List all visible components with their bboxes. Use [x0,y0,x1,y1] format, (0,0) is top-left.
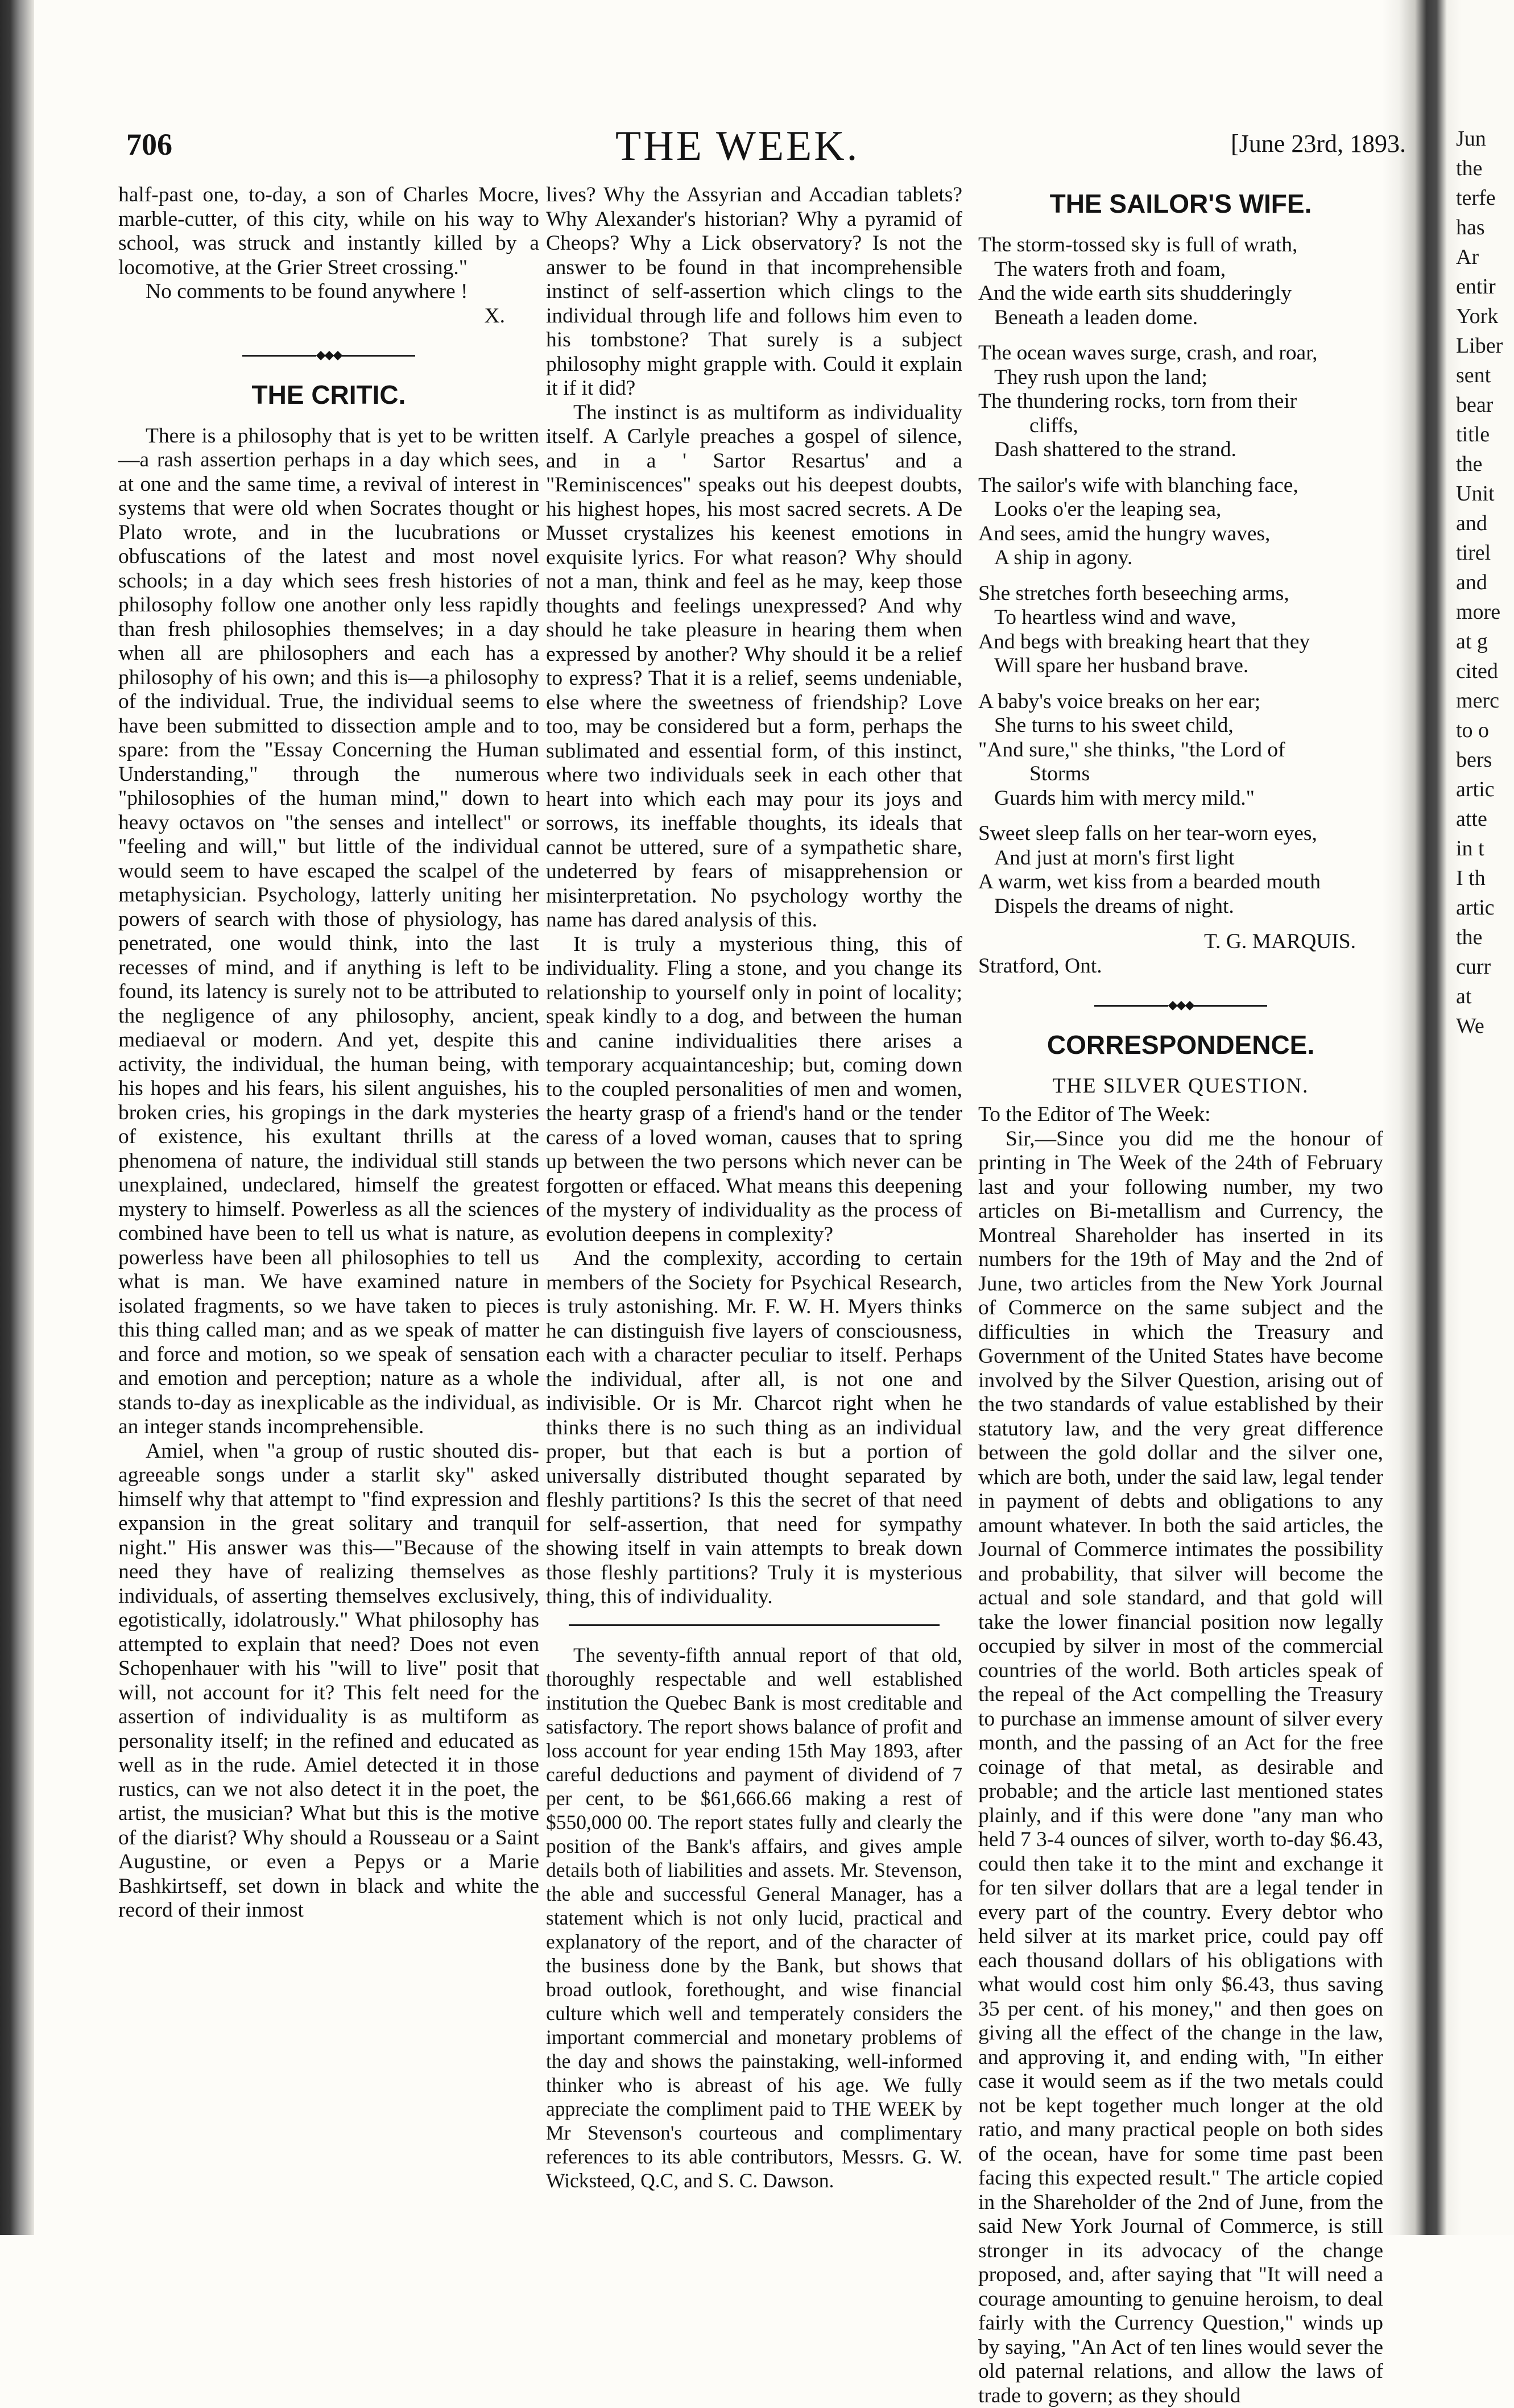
edge-fragment: terfe [1456,183,1513,213]
poem-stanza [978,582,1383,678]
signature: X. [118,304,539,329]
poem-line: The storm-tossed sky is full of wrath, [978,233,1383,258]
poem-line: Looks o'er the leaping sea, [978,498,1383,522]
edge-fragment: tirel [1456,538,1513,568]
critic-paragraph: And the complexity, according to certain members of the Society for Psychical Research, is truly astonishing. Mr. F. W. H. Myers thinks he can distinguish five layers of consciousness, each with a character peculiar to itself. Perhaps the individual, after all, is not one and indivisible. Or is Mr. Charcot right when he thinks there is no such thing as an individual proper, but that each is but a portion of universally distributed thought separated by fleshly partitions? Is this the secret of that need for self-assertion, that need for sympathy showing itself in vain attempts to break down those fleshly partitions? Truly it is mysterious thing, this of individuality. [546,1247,962,1610]
edge-fragment: the [1456,154,1513,183]
section-divider: ◆◆◆ [978,993,1383,1017]
poem-line: And sees, amid the hungry waves, [978,522,1383,547]
quebec-bank-notice: The seventy-fifth annual report of that old, thoroughly respectable and well established institution the Quebec Bank is most creditable and satisfactory. The report shows balance of profit and loss account for year ending 15th May 1893, after careful deductions and payment of dividend of 7 per cent, to be $61,666.66 making a rest of $550,000 00. The report states fully and clearly the position of the Bank's affairs, and gives ample details both of liabilities and assets. Mr. Stevenson, the able and successful General Manager, has a statement which is not only lucid, practical and explanatory of the report, and of the character of the business done by the Bank, but shows that broad outlook, forethought, and wise financial culture which well and temperately considers the important commercial and monetary problems of the day and shows the painstaking, well-informed thinker who is abreast of his age. We fully appreciate the compliment paid to THE WEEK by Mr Stevenson's courteous and complimentary references to its able contributors, Messrs. G. W. Wicksteed, Q.C, and S. C. Dawson. [546,1643,962,2192]
edge-fragment: Unit [1456,479,1513,508]
page-number: 706 [126,127,172,162]
journal-title: THE WEEK. [615,122,859,171]
poem-line: cliffs, [978,414,1383,438]
critic-paragraph: Amiel, when "a group of rustic shouted dis-agreeable songs under a starlit sky" asked himself why that attempt to "find expression and expansion in the great solitary and tranquil night." His answer was this—"Because of the need they have of realizing themselves as individuals, of asserting themselves exclusively, egotistically, idolatrously." What philosophy has attempted to explain that need? Does not even Schopenhauer with his "will to live" posit that will, not account for it? This felt need for the assertion of individuality is as multiform as personality itself; in the refined and educated as well as in the rude. Amiel detected it in those rustics, can we not also detect it in the poet, the artist, the musician? What but this is the motive of the diarist? Why should a Rousseau or a Saint Augustine, or even a Pepys or a Marie Bashkirtseff, set down in black and white the record of their inmost [118,1439,539,1923]
edge-fragment: merc [1456,686,1513,715]
edge-fragment: Ar [1456,242,1513,272]
poem-title: THE SAILOR'S WIFE. [978,188,1383,220]
page-header [126,122,1406,173]
poem-line: And the wide earth sits shudderingly [978,282,1383,306]
section-rule [569,1624,940,1626]
poem-line: Dispels the dreams of night. [978,895,1383,919]
edge-fragment: the [1456,449,1513,479]
section-divider: ◆◆◆ [118,343,539,367]
critic-paragraph: There is a philosophy that is yet to be written—a rash assertion perhaps in a day which sees, at one and the same time, a revival of interest in systems that were old when Socrates thought or Plato wrote, and in the lucubrations or obfuscations of the latest and most novel schools; in a day which sees fresh histories of philosophy follow one another only less rapidly than fresh philosophies themselves; in a day when all are philosophers and each has a philosophy of his own; and this is—a philosophy of the individual. True, the individual seems to have been submitted to dissection ample and to spare: from the "Essay Concerning the Human Understanding," through the numerous "philosophies of the human mind," down to heavy octavos on "the senses and intellect" or "feeling and will," but little of the individual would seem to have escaped the scalpel of the metaphysician. Psychology, latterly uniting her powers of search with those of physiology, has penetrated, one would think, into the last recesses of mind, and if anything is left to be found, its latency is surely not to be attributed to the negligence of any philosophy, ancient, mediaeval or modern. And yet, despite this activity, the individual, the human being, with his hopes and his fears, his silent anguishes, his broken cries, his gropings in the dark mysteries of existence, his exultant thrills at the phenomena of nature, the individual still stands unexplained, undeclared, himself the greatest mystery to himself. Powerless as all the sciences combined have been to tell us what is nature, as powerless have been all philosophies to tell us what is man. We have examined nature in isolated fragments, so we have taken to pieces this thing called man; and as we speak of matter and force and motion, so we speak of sensation and emotion and perception; nature as a whole stands to-day as inexplicable as the individual, as an integer stands incomprehensible. [118,424,539,1439]
edge-fragment: and [1456,568,1513,597]
poem-line: The ocean waves surge, crash, and roar, [978,341,1383,366]
edge-fragment: York [1456,301,1513,331]
edge-fragment: bers [1456,745,1513,775]
poem-line: The sailor's wife with blanching face, [978,474,1383,498]
poem-author: T. G. MARQUIS. [978,930,1383,954]
edge-fragment: atte [1456,804,1513,834]
edge-fragment: Liber [1456,331,1513,361]
poem-line: Storms [978,762,1383,787]
poem-stanza [978,690,1383,811]
critic-paragraph: lives? Why the Assyrian and Accadian tablets? Why Alexander's historian? Why a pyramid of Cheops? Why a Lick observatory? Is not the answer to be found in that incomprehensible instinct of self-assertion which clings to the individual through life and follows him even to his tombstone? That surely is a subject philosophy might grapple with. Could it explain it if it did? [546,183,962,401]
page-gutter-shadow [0,0,34,2235]
edge-fragment: title [1456,420,1513,449]
poem [978,233,1383,918]
poem-line: She stretches forth beseeching arms, [978,582,1383,606]
letter-title: THE SILVER QUESTION. [978,1074,1383,1099]
edge-fragment: We [1456,1011,1513,1041]
poem-line: Beneath a leaden dome. [978,306,1383,330]
edge-fragment: at [1456,982,1513,1011]
poem-line: A baby's voice breaks on her ear; [978,690,1383,714]
intro-text: half-past one, to-day, a son of Charles Mocre, marble-cutter, of this city, while on his way to school, was struck and instantly killed by a locomotive, at the Grier Street crossing." [118,183,539,280]
letter-salutation: To the Editor of The Week: [978,1103,1383,1127]
poem-line: Will spare her husband brave. [978,654,1383,678]
critic-paragraph: The instinct is as multiform as individuality itself. A Carlyle preaches a gospel of silence, and in a ' Sartor Resartus' and a "Reminiscences" speaks out his deepest doubts, his highest hopes, his most sacred secrets. A De Musset crystalizes his keenest emotions in exquisite lyrics. For what reason? Why should not a man, think and feel as he may, keep those thoughts and feelings unexpressed? And why should he take pleasure in hearing them when expressed by another? Why should it be a relief to express? That it is a relief, seems undeniable, else where the sweetness of friendship? Love too, may be considered but a form, perhaps the sublimated and essential form, of this instinct, where two individuals seek in each other that heart into which each may pour its joys and sorrows, its ineffable thoughts, its ideals that cannot be uttered, sure of a sympathetic share, undeterred by fears of misapprehension or misinterpretation. No psychology worthy the name has dared analysis of this. [546,401,962,933]
correspondence-heading: CORRESPONDENCE. [978,1029,1383,1061]
poem-line: A ship in agony. [978,546,1383,570]
poem-line: Dash shattered to the strand. [978,438,1383,462]
edge-fragment: sent [1456,361,1513,390]
poem-line: Sweet sleep falls on her tear-worn eyes, [978,822,1383,846]
poem-stanza [978,822,1383,918]
poem-line: Guards him with mercy mild." [978,787,1383,811]
edge-fragment: curr [1456,952,1513,982]
edge-fragment: at g [1456,627,1513,656]
poem-stanza [978,233,1383,330]
column-middle [546,183,962,2192]
edge-fragment: cited [1456,656,1513,686]
poem-line: The thundering rocks, torn from their [978,390,1383,414]
poem-line: The waters froth and foam, [978,258,1383,282]
poem-line: A warm, wet kiss from a bearded mouth [978,870,1383,895]
poem-line: To heartless wind and wave, [978,606,1383,630]
edge-fragment: the [1456,922,1513,952]
edge-fragment: artic [1456,775,1513,804]
poem-line: "And sure," she thinks, "the Lord of [978,738,1383,763]
poem-stanza [978,474,1383,570]
poem-place: Stratford, Ont. [978,954,1383,979]
edge-fragment: bear [1456,390,1513,420]
edge-fragment: more [1456,597,1513,627]
poem-line: And begs with breaking heart that they [978,630,1383,655]
edge-fragment: has [1456,213,1513,242]
edge-fragment: to o [1456,715,1513,745]
letter-body: Sir,—Since you did me the honour of printing in The Week of the 24th of February last and your following number, my two articles on Bi-metallism and Currency, the Montreal Shareholder has inserted in its numbers for the 19th of May and the 2nd of June, two articles from the New York Journal of Commerce on the same subject and the difficulties in which the Treasury and Government of the United States have become involved by the Silver Question, arising out of the two standards of value established by their statutory law, and the very great difference between the gold dollar and the silver one, which are both, under the said law, legal tender in payment of debts and obligations to any amount whatever. In both the said articles, the Journal of Commerce intimates the possibility and probability, that silver will become the actual and sole standard, and that gold will take the lower financial position now legally occupied by silver in most of the commercial countries of the world. Both articles speak of the repeal of the Act compelling the Treasury to purchase an immense amount of silver every month, and the passing of an Act for the free coinage of that metal, as desirable and probable; and the article last mentioned states plainly, and if this were done "any man who held 7 3-4 ounces of silver, worth to-day $6.43, could then take it to the mint and exchange it for ten silver dollars that are a legal tender in every part of the country. Every debtor who held silver at its market price, could pay off each thousand dollars of his obligations with what would cost him only $6.43, thus saving 35 per cent. of his money," and then goes on giving all the effect of the change in the law, and approving it, and ending with, "In either case it would seem as if the two metals could not be kept together much longer at the old ratio, and many practical people on both sides of the ocean, have for some time past been facing this expected result." The article copied in the Shareholder of the 2nd of June, from the said New York Journal of Commerce, is still stronger in its advocacy of the change proposed, and, after saying that "It will need a courage amounting to genuine heroism, to deal fairly with the Currency Question," winds up by saying, "An Act of ten lines would sever the old paternal relations, and allow the laws of trade to govern; as they should [978,1127,1383,2408]
critic-heading: THE CRITIC. [118,379,539,411]
poem-line: She turns to his sweet child, [978,714,1383,738]
issue-date: [June 23rd, 1893. [1231,129,1406,158]
edge-fragment: entir [1456,272,1513,301]
poem-stanza [978,341,1383,462]
edge-fragment: artic [1456,893,1513,922]
critic-paragraph: It is truly a mysterious thing, this of individuality. Fling a stone, and you change its relationship to yourself only in point of locality; speak kindly to a dog, and between the human and canine individualities there arises a temporary acquaintanceship; but, coming down to the coupled personalities of men and women, the hearty grasp of a friend's hand or the tender caress of a loved woman, causes that to spring up between the two persons which never can be forgotten or effaced. What means this deepening of the mystery of individuality as the process of evolution deepens in complexity? [546,933,962,1247]
edge-fragment: in t [1456,834,1513,863]
poem-line: They rush upon the land; [978,366,1383,390]
column-right [978,183,1383,2408]
edge-fragment: I th [1456,863,1513,893]
column-left [118,183,539,1923]
poem-line: And just at morn's first light [978,846,1383,871]
edge-fragment: Jun [1456,124,1513,154]
no-comments-line: No comments to be found anywhere ! [118,280,539,304]
edge-fragment: and [1456,508,1513,538]
